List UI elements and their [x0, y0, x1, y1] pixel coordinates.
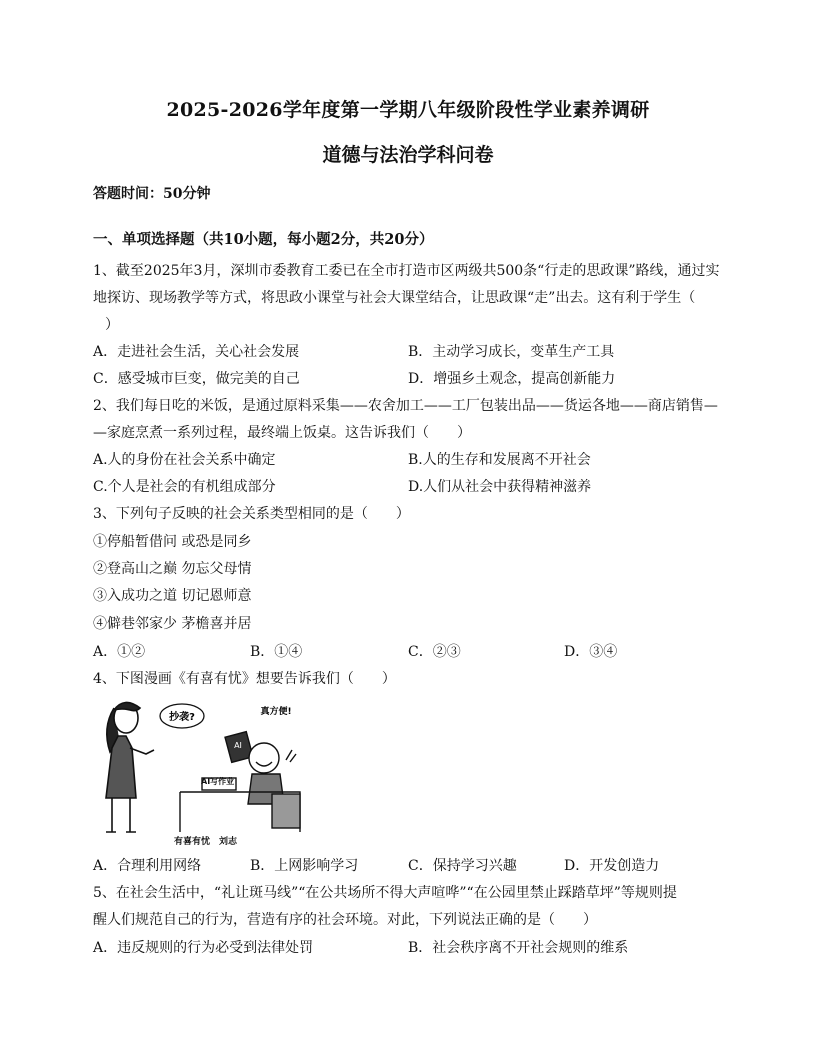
cartoon-image [96, 690, 310, 846]
q3-item-1: ①停船暂借问 或恐是同乡 [93, 534, 252, 550]
q3-item-4: ④僻巷邻家少 茅檐喜并居 [93, 616, 252, 632]
q4-option-b[interactable]: B．上网影响学习 [250, 858, 359, 874]
q1-option-d[interactable]: D．增强乡土观念，提高创新能力 [408, 371, 616, 387]
q4-option-c[interactable]: C．保持学习兴趣 [408, 858, 517, 874]
q2-stem-line1: 2、我们每日吃的米饭，是通过原料采集——农舍加工——工厂包装出品——货运各地——商店销售— [93, 398, 718, 414]
bubble-left-text: 抄袭? [169, 712, 195, 723]
cartoon-caption: 有喜有忧 刘志 [174, 837, 238, 846]
woman-figure [106, 702, 154, 832]
q2-option-c[interactable]: C.个人是社会的有机组成部分 [93, 479, 276, 495]
book-label: AI [234, 741, 242, 750]
exam-title: 2025-2026学年度第一学期八年级阶段性学业素养调研 [166, 99, 650, 121]
q5-option-a[interactable]: A．违反规则的行为必受到法律处罚 [93, 940, 314, 956]
bubble-right [260, 705, 291, 717]
q2-option-b[interactable]: B.人的生存和发展离不开社会 [408, 452, 591, 468]
q3-item-3: ③入成功之道 切记恩师意 [93, 588, 252, 604]
q4-option-d[interactable]: D．开发创造力 [564, 858, 660, 874]
bubble-right-text: 真方便! [260, 707, 292, 717]
desk-label: AI写作业 [201, 777, 235, 786]
boy-figure [225, 732, 296, 804]
q1-stem-line3: ） [105, 317, 119, 333]
q5-stem-line2: 醒人们规范自己的行为，营造有序的社会环境。对此，下列说法正确的是（ ） [93, 912, 597, 928]
q3-option-d[interactable]: D．③④ [564, 644, 618, 660]
q4-option-a[interactable]: A．合理利用网络 [93, 858, 202, 874]
q5-stem-line1: 5、在社会生活中，“礼让斑马线”“在公共场所不得大声喧哗”“在公园里禁止踩踏草坪”等规则提 [93, 885, 677, 901]
q3-item-2: ②登高山之巅 勿忘父母情 [93, 561, 252, 577]
q1-option-c[interactable]: C．感受城市巨变，做完美的自己 [93, 371, 300, 387]
q4-stem: 4、下图漫画《有喜有忧》想要告诉我们（ ） [93, 671, 396, 687]
q2-option-a[interactable]: A.人的身份在社会关系中确定 [93, 452, 276, 468]
q5-option-b[interactable]: B．社会秩序离不开社会规则的维系 [408, 940, 629, 956]
section-heading: 一、单项选择题（共10小题，每小题2分，共20分） [93, 231, 434, 248]
q2-option-d[interactable]: D.人们从社会中获得精神滋养 [408, 479, 592, 495]
q3-stem: 3、下列句子反映的社会关系类型相同的是（ ） [93, 506, 410, 522]
exam-subtitle: 道德与法治学科问卷 [322, 144, 494, 166]
q2-stem-line2: —家庭烹煮一系列过程，最终端上饭桌。这告诉我们（ ） [93, 425, 471, 441]
q1-option-a[interactable]: A．走进社会生活，关心社会发展 [93, 344, 300, 360]
q1-stem-line1: 1、截至2025年3月，深圳市委教育工委已在全市打造市区两级共500条“行走的思政课”路线，通过实 [93, 263, 720, 279]
q1-option-b[interactable]: B．主动学习成长，变革生产工具 [408, 344, 615, 360]
q3-option-b[interactable]: B．①④ [250, 644, 303, 660]
bubble-left [160, 704, 204, 728]
q3-option-c[interactable]: C．②③ [408, 644, 461, 660]
answer-time: 答题时间：50分钟 [93, 186, 211, 202]
q3-option-a[interactable]: A．①② [93, 644, 146, 660]
q1-stem-line2: 地探访、现场教学等方式，将思政小课堂与社会大课堂结合，让思政课“走”出去。这有利于学生（ [93, 290, 696, 306]
